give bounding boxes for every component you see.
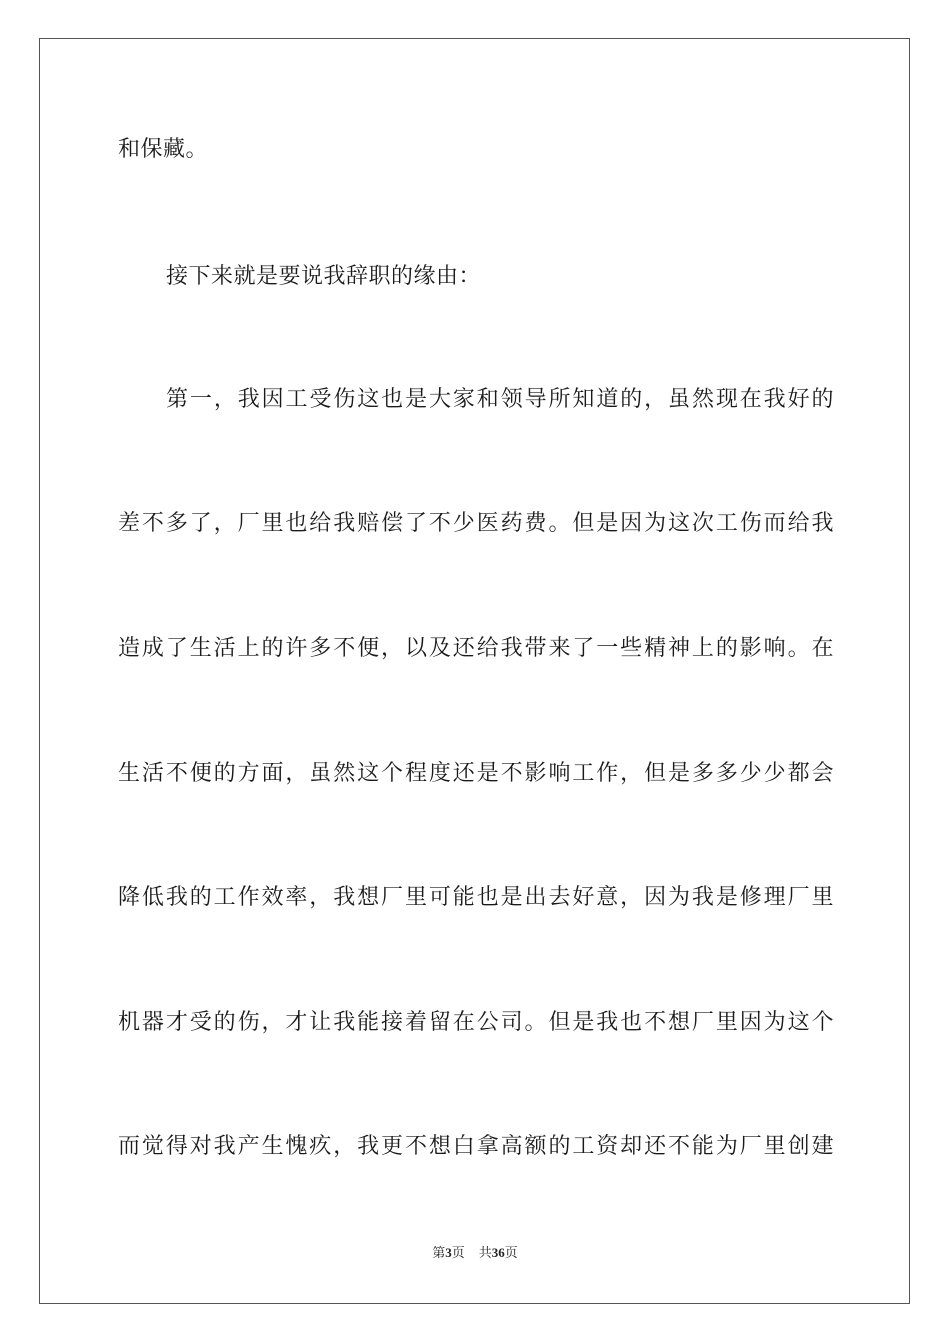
total-prefix: 共 bbox=[478, 1245, 492, 1260]
page-number: 3 bbox=[445, 1245, 452, 1260]
paragraph-line: 第一，我因工受伤这也是大家和领导所知道的，虽然现在我好的 bbox=[166, 387, 834, 412]
paragraph-line: 差不多了，厂里也给我赔偿了不少医药费。但是因为这次工伤而给我 bbox=[118, 511, 834, 536]
page-suffix: 页 bbox=[451, 1245, 465, 1260]
page-border bbox=[39, 38, 910, 1304]
paragraph-line: 和保藏。 bbox=[118, 137, 209, 162]
paragraph-line: 接下来就是要说我辞职的缘由： bbox=[166, 264, 482, 289]
page-prefix: 第 bbox=[432, 1245, 446, 1260]
paragraph-line: 而觉得对我产生愧疚，我更不想白拿高额的工资却还不能为厂里创建 bbox=[118, 1134, 834, 1159]
total-suffix: 页 bbox=[504, 1245, 518, 1260]
paragraph-line: 降低我的工作效率，我想厂里可能也是出去好意，因为我是修理厂里 bbox=[118, 885, 834, 910]
total-pages: 36 bbox=[491, 1245, 505, 1260]
paragraph-line: 造成了生活上的许多不便，以及还给我带来了一些精神上的影响。在 bbox=[118, 636, 834, 661]
page-footer bbox=[0, 1244, 950, 1262]
paragraph-line: 机器才受的伤，才让我能接着留在公司。但是我也不想厂里因为这个 bbox=[118, 1010, 834, 1035]
paragraph-line: 生活不便的方面，虽然这个程度还是不影响工作，但是多多少少都会 bbox=[118, 761, 834, 786]
